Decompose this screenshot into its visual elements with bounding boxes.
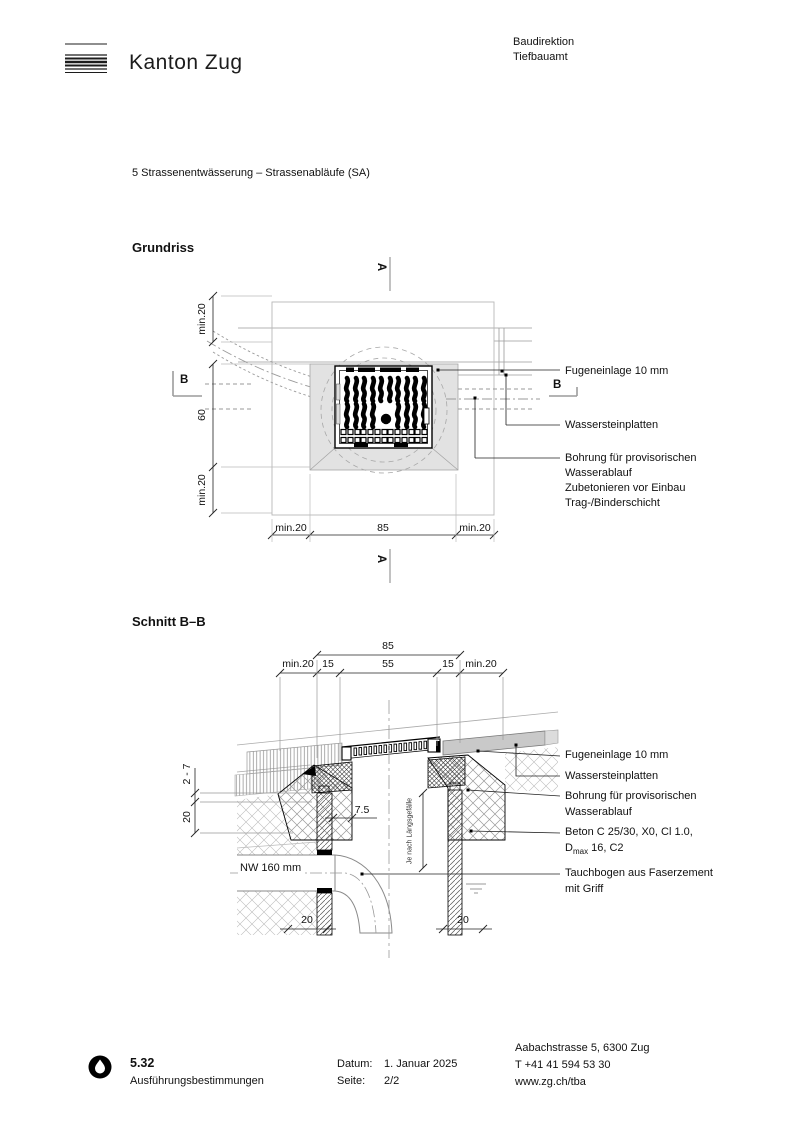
sec-label-beton-1: Beton C 25/30, X0, Cl 1.0, (565, 826, 693, 838)
plan-marker-a-bottom: A (375, 554, 387, 564)
plan-label-fugeneinlage: Fugeneinlage 10 mm (565, 365, 669, 377)
footer-phone: T +41 41 594 53 30 (515, 1059, 611, 1071)
date-label: Datum: (337, 1058, 373, 1070)
sec-dim-wall-right: 20 (457, 914, 469, 926)
sec-label-tauchbogen-2: mit Griff (565, 883, 604, 895)
sec-label-beton-2 (565, 841, 624, 859)
plan-dim-left-mid: 60 (196, 409, 208, 421)
plan-label-bohrung-3: Zubetonieren vor Einbau (565, 482, 686, 494)
doc-type: Ausführungsbestimmungen (130, 1075, 264, 1087)
beton-rest: 16, C2 (591, 842, 624, 854)
plan-dim-left-bottom: min.20 (196, 474, 208, 506)
grundriss-drawing (140, 250, 770, 590)
sec-label-fugeneinlage: Fugeneinlage 10 mm (565, 749, 669, 761)
sec-dim-wall-left: 20 (301, 914, 313, 926)
sec-label-bohrung-1: Bohrung für provisorischen (565, 790, 697, 802)
footer-website: www.zg.ch/tba (515, 1076, 586, 1088)
sec-dim-depth: 20 (181, 811, 193, 823)
plan-dim-bottom-left: min.20 (275, 522, 307, 534)
schnitt-heading: Schnitt B–B (132, 614, 206, 629)
water-drop-icon (87, 1054, 113, 1080)
grate-section (342, 737, 440, 760)
plan-label-bohrung-4: Trag-/Binderschicht (565, 497, 660, 509)
plan-label-bohrung-2: Wasserablauf (565, 467, 632, 479)
sec-label-tauchbogen-1: Tauchbogen aus Faserzement (565, 867, 713, 879)
sec-gradient-note: Je nach Längsgefälle (406, 797, 414, 865)
beton-d: D (565, 842, 573, 854)
plan-dim-bottom-right: min.20 (459, 522, 491, 534)
sec-dim-inner: 7.5 (354, 804, 370, 816)
page-label: Seite: (337, 1075, 366, 1087)
footer-address: Aabachstrasse 5, 6300 Zug (515, 1042, 650, 1054)
sec-pipe-label: NW 160 mm (240, 862, 302, 874)
page-value: 2/2 (384, 1075, 400, 1087)
sec-dim-5: min.20 (465, 658, 497, 670)
plan-marker-b-right: B (553, 379, 562, 391)
kanton-zug-logo (64, 40, 112, 76)
joint-filler (436, 741, 440, 752)
plan-label-wassersteinplatten: Wassersteinplatten (565, 419, 659, 431)
sec-dim-total: 85 (382, 640, 394, 652)
org-line1: Baudirektion (513, 36, 575, 48)
provisional-outlet-plan (446, 389, 540, 409)
date-value: 1. Januar 2025 (384, 1058, 458, 1070)
sec-label-wassersteinplatten: Wassersteinplatten (565, 770, 659, 782)
brand-name: Kanton Zug (129, 51, 243, 74)
plan-label-bohrung-1: Bohrung für provisorischen (565, 452, 697, 464)
plan-marker-b-left: B (180, 374, 189, 386)
org-line2: Tiefbauamt (513, 51, 568, 63)
sec-dim-3: 55 (382, 658, 394, 670)
plan-dim-bottom-mid: 85 (377, 522, 389, 534)
sec-dim-4: 15 (442, 658, 454, 670)
sec-dim-joint: 2 - 7 (181, 763, 193, 785)
sec-dim-2: 15 (322, 658, 334, 670)
sec-label-bohrung-2: Wasserablauf (565, 806, 632, 818)
grundriss-heading: Grundriss (132, 240, 195, 255)
drain-grate (335, 366, 432, 448)
plan-dim-left-top: min.20 (196, 303, 208, 335)
doc-number: 5.32 (130, 1056, 155, 1070)
document-title: 5 Strassenentwässerung – Strassenabläufe (SA) (132, 167, 370, 179)
grate-knob (381, 414, 391, 424)
beton-sub: max (572, 847, 589, 857)
plan-marker-a-top: A (375, 262, 387, 272)
sec-dim-1: min.20 (282, 658, 314, 670)
